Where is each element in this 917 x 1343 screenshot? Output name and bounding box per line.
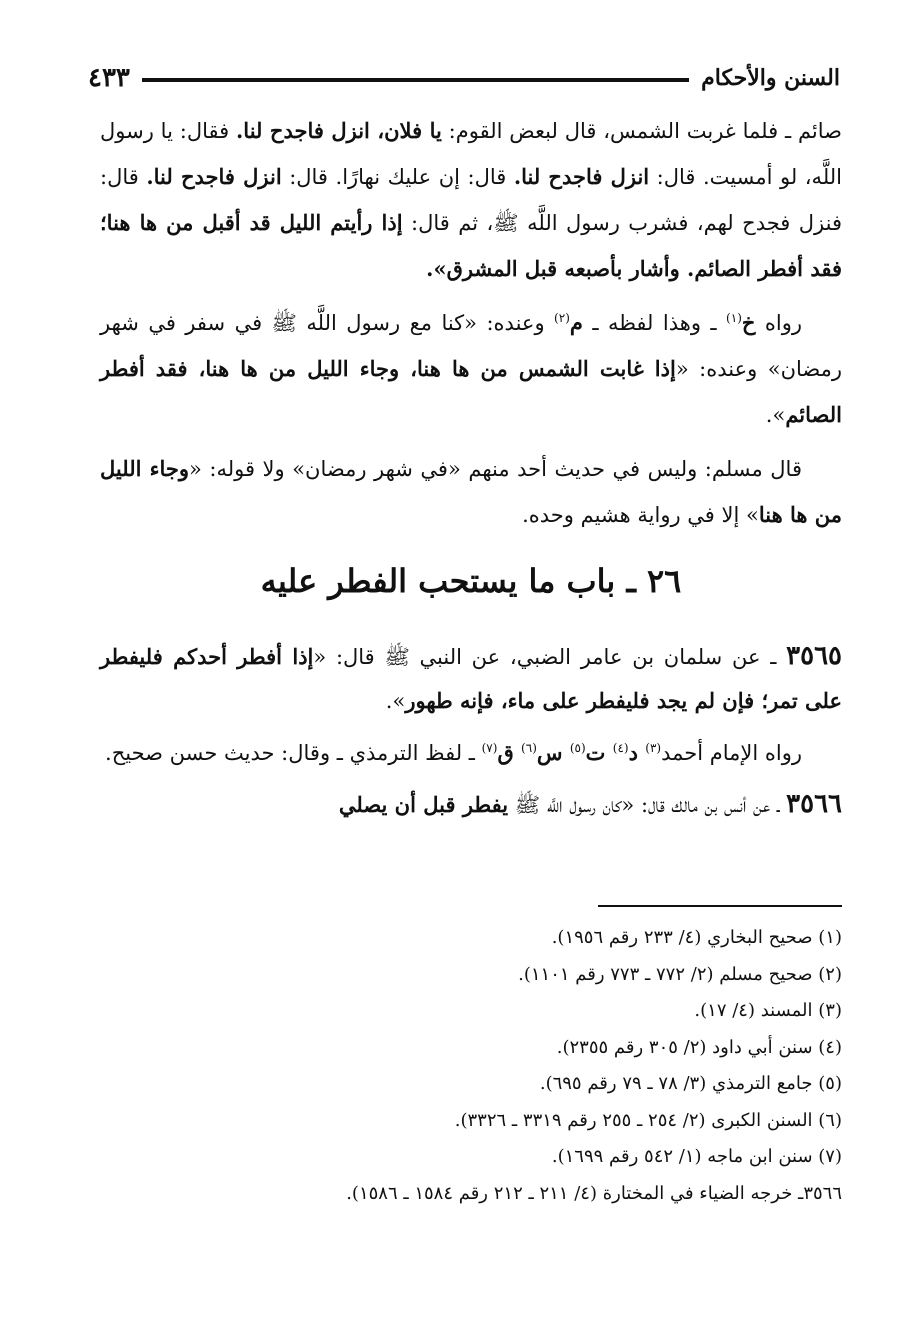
text-run: قال مسلم: وليس في حديث أحد منهم «في شهر رمضان» ولا قوله: « <box>189 457 802 481</box>
paragraph-hadith-continuation <box>100 108 842 292</box>
text-run: رواه الإمام أحمد <box>661 741 802 765</box>
hadith-3566 <box>100 783 842 827</box>
header-rule <box>142 78 689 82</box>
footnote-ref: (٣) <box>645 741 662 755</box>
paragraph-narration <box>100 300 842 438</box>
text-run: ـ عن أنس بن مالك قال: «كان رسول اللَّه ﷺ <box>508 793 787 817</box>
text-run: وعنده: «كنا مع رسول اللَّه ﷺ في سفر في شهر رمضان» وعنده: « <box>100 311 842 381</box>
footnotes <box>100 920 842 1212</box>
running-title: السنن والأحكام <box>701 65 840 91</box>
bold-quote: انزل فاجدح لنا. <box>513 164 650 189</box>
running-header <box>88 58 840 98</box>
footnote-3566: ٣٥٦٦ـ خرجه الضياء في المختارة (٤/ ٢١١ ـ ٢١٢ رقم ١٥٨٤ ـ ١٥٨٦). <box>346 1182 842 1204</box>
footnote-ref: (٤) <box>612 741 629 755</box>
source-symbol: ق <box>497 740 522 765</box>
footnote-ref: (٥) <box>569 741 586 755</box>
bold-quote: إذا رأيتم الليل قد أقبل من ها هنا؛ فقد أفطر الصائم. وأشار بأصبعه قبل المشرق». <box>100 210 842 281</box>
paragraph-muslim-note <box>100 446 842 538</box>
footnote-ref: (٢) <box>554 311 570 325</box>
footnote-ref: (٦) <box>521 741 537 755</box>
text-run: ». <box>765 403 786 427</box>
bold-quote: وجاء الليل من ها هنا <box>100 456 842 527</box>
bold-quote: إذا أفطر أحدكم فليفطر على تمر؛ فإن لم يجد فليفطر على ماء، فإنه طهور <box>100 644 842 713</box>
chapter-heading: ٢٦ ـ باب ما يستحب الفطر عليه <box>260 562 682 600</box>
narration-3565 <box>100 731 842 775</box>
bold-quote: يفطر قبل أن يصلي <box>338 792 509 817</box>
text-run: رواه <box>755 311 803 335</box>
text-run: قال: فنزل فجدح لهم، فشرب رسول اللَّه ﷺ، ثم قال: <box>100 165 842 235</box>
footnote-6: (٦) السنن الكبرى (٢/ ٢٥٤ ـ ٢٥٥ رقم ٣٣١٩ ـ ٣٣٢٦). <box>454 1109 842 1131</box>
main-text-bottom <box>100 635 842 827</box>
bold-quote: انزل فاجدح لنا. <box>146 164 282 189</box>
footnote-1: (١) صحيح البخاري (٤/ ٢٣٣ رقم ١٩٥٦). <box>551 927 842 948</box>
source-symbol: س <box>536 740 570 765</box>
text-run: ـ لفظ الترمذي ـ وقال: حديث حسن صحيح. <box>105 741 482 765</box>
footnote-7: (٧) سنن ابن ماجه (١/ ٥٤٢ رقم ١٦٩٩). <box>551 1146 842 1167</box>
text-run: فقال: يا رسول اللَّه، لو أمسيت. قال: <box>100 119 843 189</box>
source-symbol: د <box>628 740 646 765</box>
footnote-separator <box>598 905 842 907</box>
text-run: صائم ـ فلما غربت الشمس، قال لبعض القوم: <box>441 119 842 143</box>
footnote-4: (٤) سنن أبي داود (٢/ ٣٠٥ رقم ٢٣٥٥). <box>556 1036 842 1058</box>
hadith-3565 <box>100 635 842 723</box>
text-run: » إلا في رواية هشيم وحده. <box>522 503 759 527</box>
source-symbol: ت <box>585 740 613 765</box>
text-run: ـ وهذا لفظه ـ <box>582 311 727 335</box>
footnote-2: (٢) صحيح مسلم (٢/ ٧٧٢ ـ ٧٧٣ رقم ١١٠١). <box>518 963 842 985</box>
hadith-number: ٣٥٦٥ <box>786 641 842 671</box>
bold-quote: إذا غابت الشمس من ها هنا، وجاء الليل من ها هنا، فقد أفطر الصائم <box>100 356 842 427</box>
text-run: ـ عن سلمان بن عامر الضبي، عن النبي ﷺ قال: « <box>313 645 787 669</box>
footnote-ref: (٧) <box>481 741 498 755</box>
footnote-ref: (١) <box>726 311 742 325</box>
source-symbol: خ <box>741 310 756 335</box>
footnote-5: (٥) جامع الترمذي (٣/ ٧٨ ـ ٧٩ رقم ٦٩٥). <box>539 1073 842 1094</box>
text-run: قال: إن عليك نهارًا. قال: <box>281 165 514 189</box>
text-run: ». <box>385 689 406 713</box>
bold-quote: يا فلان، انزل فاجدح لنا. <box>235 118 442 143</box>
source-symbol: م <box>569 310 583 335</box>
main-text-top <box>100 108 842 538</box>
footnote-3: (٣) المسند (٤/ ١٧). <box>694 1000 842 1021</box>
hadith-number: ٣٥٦٦ <box>786 789 842 819</box>
page-number: ٤٣٣ <box>88 63 130 93</box>
